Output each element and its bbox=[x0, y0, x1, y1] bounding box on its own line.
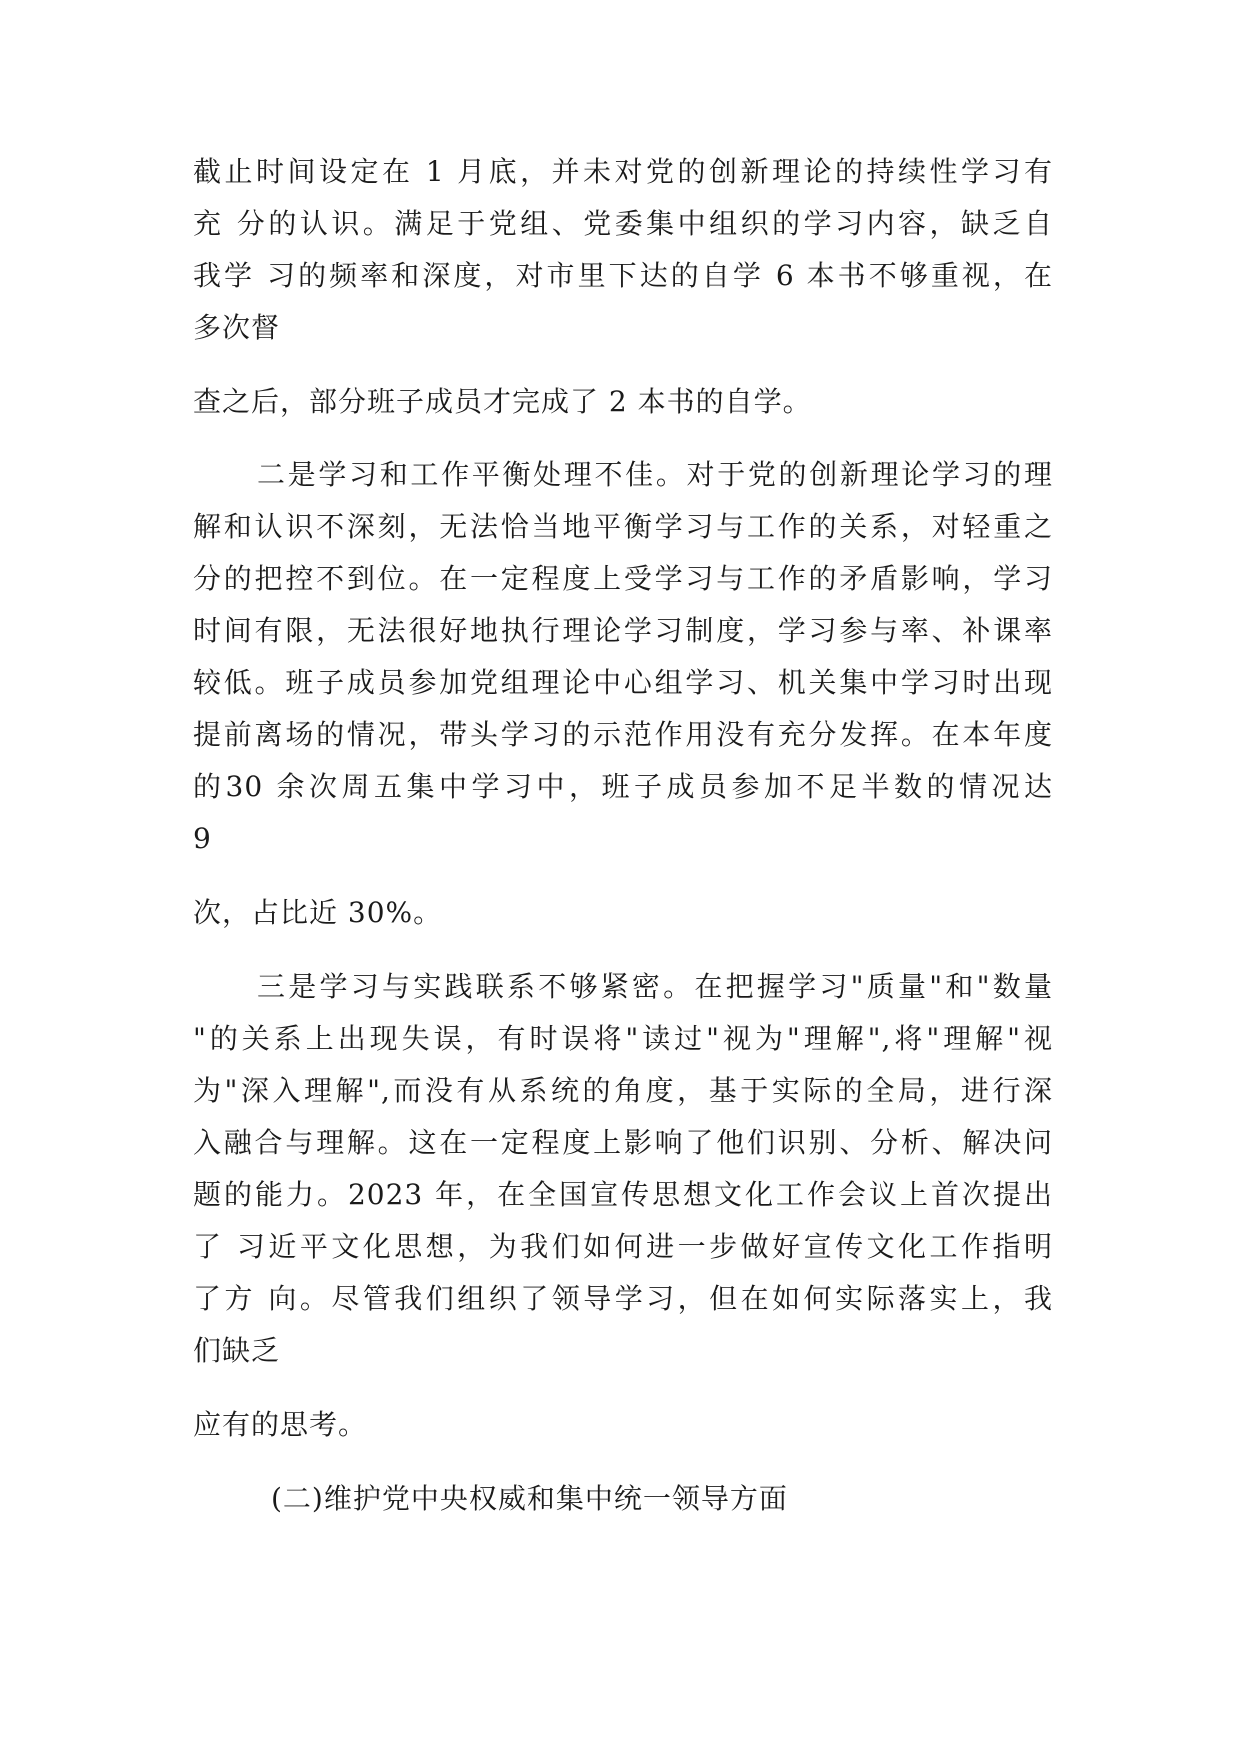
paragraph-line: 次，占比近 30%。 bbox=[193, 896, 443, 929]
paragraph-line: 9 bbox=[193, 822, 212, 855]
paragraph-line: "的关系上出现失误，有时误将"读过"视为"理解",将"理解"视 bbox=[193, 1022, 1053, 1055]
section-heading: (二)维护党中央权威和集中统一领导方面 bbox=[271, 1482, 788, 1515]
paragraph-line: 了方 向。尽管我们组织了领导学习，但在如何实际落实上，我 bbox=[193, 1282, 1053, 1315]
paragraph-first-line: 二是学习和工作平衡处理不佳。对于党的创新理论学习的理 bbox=[257, 458, 1053, 491]
paragraph-line: 的30 余次周五集中学习中，班子成员参加不足半数的情况达 bbox=[193, 770, 1053, 803]
paragraph-line: 充 分的认识。满足于党组、党委集中组织的学习内容，缺乏自 bbox=[193, 207, 1053, 240]
paragraph-line: 为"深入理解",而没有从系统的角度，基于实际的全局，进行深 bbox=[193, 1074, 1053, 1107]
paragraph-line: 题的能力。2023 年，在全国宣传思想文化工作会议上首次提出 bbox=[193, 1178, 1053, 1211]
paragraph-line: 了 习近平文化思想，为我们如何进一步做好宣传文化工作指明 bbox=[193, 1230, 1053, 1263]
paragraph-line: 解和认识不深刻，无法恰当地平衡学习与工作的关系，对轻重之 bbox=[193, 510, 1053, 543]
paragraph-line: 提前离场的情况，带头学习的示范作用没有充分发挥。在本年度 bbox=[193, 718, 1053, 751]
paragraph-line: 时间有限，无法很好地执行理论学习制度，学习参与率、补课率 bbox=[193, 614, 1053, 647]
paragraph-line: 查之后，部分班子成员才完成了 2 本书的自学。 bbox=[193, 385, 812, 418]
paragraph-line: 应有的思考。 bbox=[193, 1408, 368, 1441]
paragraph-line: 入融合与理解。这在一定程度上影响了他们识别、分析、解决问 bbox=[193, 1126, 1053, 1159]
paragraph-line: 多次督 bbox=[193, 311, 281, 344]
paragraph-first-line: 三是学习与实践联系不够紧密。在把握学习"质量"和"数量 bbox=[257, 970, 1053, 1003]
paragraph-line: 较低。班子成员参加党组理论中心组学习、机关集中学习时出现 bbox=[193, 666, 1053, 699]
paragraph-line: 截止时间设定在 1 月底，并未对党的创新理论的持续性学习有 bbox=[193, 155, 1053, 188]
paragraph-line: 我学 习的频率和深度，对市里下达的自学 6 本书不够重视，在 bbox=[193, 259, 1053, 292]
paragraph-line: 们缺乏 bbox=[193, 1334, 281, 1367]
paragraph-line: 分的把控不到位。在一定程度上受学习与工作的矛盾影响，学习 bbox=[193, 562, 1053, 595]
